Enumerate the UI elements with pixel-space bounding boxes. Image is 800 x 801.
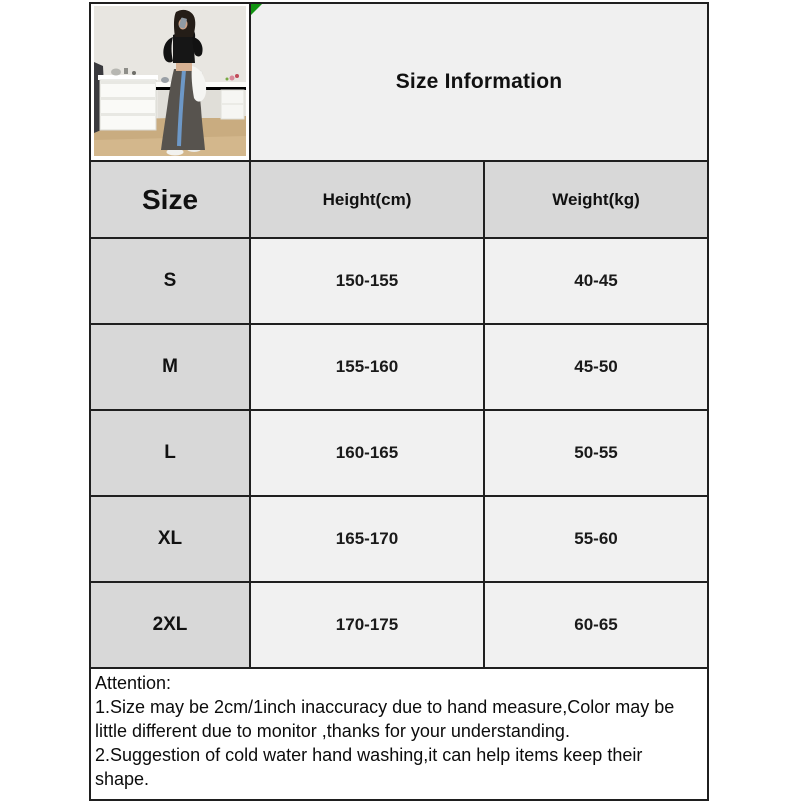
attention-note: 2.Suggestion of cold water hand washing,it can help items keep their shape. [95, 745, 643, 789]
height-cell: 170-175 [249, 583, 483, 667]
size-cell: XL [91, 497, 249, 581]
attention-heading: Attention: [95, 673, 172, 693]
table-header-row [91, 160, 707, 237]
column-header-weight: Weight(kg) [483, 162, 707, 237]
weight-cell: 55-60 [483, 497, 707, 581]
size-cell: M [91, 325, 249, 409]
height-cell: 165-170 [249, 497, 483, 581]
table-row [91, 409, 707, 495]
weight-cell: 45-50 [483, 325, 707, 409]
table-row [91, 323, 707, 409]
attention-box [91, 667, 707, 799]
page-title: Size Information [395, 70, 563, 93]
table-row [91, 237, 707, 323]
photo-cell [91, 4, 249, 160]
title-cell [249, 4, 707, 160]
product-photo-illustration [94, 6, 246, 156]
height-cell: 155-160 [249, 325, 483, 409]
size-chart-sheet [89, 2, 709, 801]
table-row [91, 495, 707, 581]
weight-cell: 40-45 [483, 239, 707, 323]
attention-note: 1.Size may be 2cm/1inch inaccuracy due to hand measure,Color may be little different due to monitor ,thanks for your understanding. [95, 697, 675, 741]
corner-marker-icon [251, 4, 262, 15]
column-header-size: Size [91, 162, 249, 237]
column-header-height: Height(cm) [249, 162, 483, 237]
height-cell: 150-155 [249, 239, 483, 323]
weight-cell: 50-55 [483, 411, 707, 495]
size-cell: L [91, 411, 249, 495]
size-cell: 2XL [91, 583, 249, 667]
weight-cell: 60-65 [483, 583, 707, 667]
top-row [91, 4, 707, 160]
height-cell: 160-165 [249, 411, 483, 495]
table-row [91, 581, 707, 667]
size-cell: S [91, 239, 249, 323]
